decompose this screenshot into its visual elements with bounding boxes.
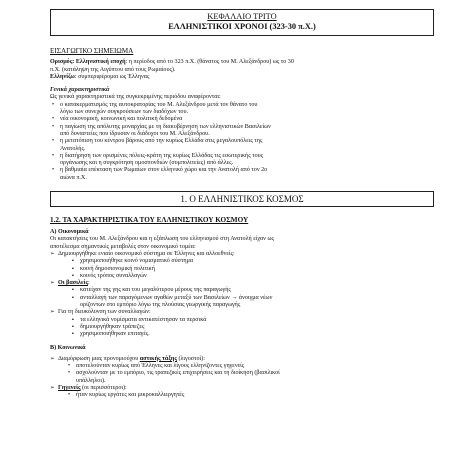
list-item: ▪ δημιουργήθηκαν τράπεζες [50,324,433,331]
definition-cont: π.Χ. (κατάληψη της Αιγύπτου από τους Ρωμαίους). [50,66,176,73]
list-item: ▪ ανταλλαγή των παραγόμενων αγαθών μεταξύ των Βασιλείων → άνοιγμα νέων [50,295,433,302]
definition-text: : η περίοδος από το 323 π.Χ. (θάνατος του Μ. Αλεξάνδρου) ως το 30 [125,59,294,66]
list-item: ▪ χρησιμοποιήθηκαν επιταγές. [50,331,433,338]
economic-point: ➢ Οι βασιλείς: [50,280,433,287]
social-point: ➢ Διαμόρφωση μιας προνομιούχου αστικής τάξης (λιγοστοί): [50,356,433,363]
general-lead: Ως γενικά χαρακτηριστικά της συγκεκριμένης περιόδου αναφέρονται: [50,94,221,101]
bourgeoisie-label: αστικής τάξης [139,355,177,362]
economic-lead: Οι κατακτήσεις του Μ. Αλεξάνδρου και η εξάπλωση του ελληνισμού στη Ανατολή είχαν ως [50,236,274,243]
economic-point: ➢ Δημιουργήθηκε ενιαίο οικονομικό σύστημα σε Έλληνες και αλλοεθνείς: [50,251,433,258]
list-item-cont: υπάλληλοι). [76,377,106,384]
list-item: • ασχολούνταν με το εμπόριο, τις τραπεζικές επιχειρήσεις και τη διοίκηση (βασιλικοί [50,370,433,377]
general-list [50,102,433,182]
economic-lead-cont: αποτέλεσμα σημαντικές μεταβολές στον οικονομικό τομέα: [50,243,196,250]
definition [50,59,433,66]
chapter-header [50,9,434,36]
list-item-cont: ορίζοντων στο εμπόριο λόγω της πλούσιας γεωργικής παραγωγής [80,302,241,309]
list-item: ▪ κατείχαν της γης και του μεγαλύτερου μέρους της παραγωγής [50,287,433,294]
economic-heading: Α) Οικονομικά [50,229,89,236]
list-item: ▪ κοινός τρόπος συναλλαγών [50,273,433,280]
list-item: • η παγίωση της απόλυτης μοναρχίας με τη διακυβέρνηση των ελληνιστικών Βασιλείων από δυναστείες που ίδρυσαν οι διάδοχοι του Μ. Αλεξάνδρου. [50,124,433,139]
list-item: • ο κατακερματισμός της αυτοκρατορίας του Μ. Αλεξάνδρου μετά τον θάνατο του λόγω των συνεχών συγκρούσεων των διαδόχων του. [50,102,433,117]
chapter-title: ΕΛΛΗΝΙΣΤΙΚΟΙ ΧΡΟΝΟΙ (323-30 π.Χ.) [168,22,316,31]
list-item: • αποτελούνταν κυρίως από Έλληνες και λίγους ελληνίζοντες γηγενείς [50,363,433,370]
economic-point: ➢ Για τη διευκόλυνση των συναλλαγών: [50,309,433,316]
intro-heading: ΕΙΣΑΓΩΓΙΚΟ ΣΗΜΕΙΩΜΑ [50,47,134,55]
list-item: ▪ τα ελληνικά νομίσματα αντικατέστησαν τα περσικά [50,317,433,324]
list-item: ▪ κοινή δημοσιονομική πολιτική [50,266,433,273]
list-item: • η διατήρηση των ορισμένες πόλεις-κράτη της κυρίως Ελλάδας τις εσωτερικής τους οργάνωσης και η συγκρότηση ομοσπονδιών (συμπολιτείες) από άλλες. [50,153,433,168]
definition-label: Ορισμός: Ελληνιστική εποχή [50,59,126,66]
ellinizo-text: : συμπεριφέρομαι ως Έλληνας [74,73,150,80]
natives-label: Γηγενείς [58,384,81,391]
list-item: ▪ χρησιμοποιήθηκε κοινό νομισματικό σύστημα [50,258,433,265]
list-item: • νέα οικονομική, κοινωνική και πολιτική δεδομένα [50,116,433,123]
section-title: 1. Ο ΕΛΛΗΝΙΣΤΙΚΟΣ ΚΟΣΜΟΣ [180,194,304,205]
social-heading: Β) Κοινωνικά [50,344,86,351]
list-item: • η βαθμιαία επέκταση των Ρωμαίων στον ελληνικό χώρο και την Ανατολή από τον 2ο αιώνα π.Χ. [50,167,433,182]
general-heading: Γενικά χαρακτηριστικά [50,87,110,94]
social-point: ➢ Γηγενείς (οι περισσότεροι): [50,385,433,392]
ellinizo-label: Ελληνίζω [50,73,75,80]
list-item: • ήταν κυρίως εργάτες και μικροκαλλιεργητές [50,392,433,399]
chapter-label: ΚΕΦΑΛΑΙΟ ΤΡΙΤΟ [207,12,277,21]
section-title-box [50,191,434,207]
kings-label: Οι βασιλείς [58,280,89,287]
list-item: • η μετατόπιση του κέντρου βάρους από την κυρίως Ελλάδα στις μεγαλουπόλεις της Ανατολής. [50,138,433,153]
subsection-title: 1.2. ΤΑ ΧΑΡΑΚΤΗΡΙΣΤΙΚΑ ΤΟΥ ΕΛΛΗΝΙΣΤΙΚΟΥ ΚΟΣΜΟΥ [50,216,249,225]
ellinizo-definition [50,74,433,81]
